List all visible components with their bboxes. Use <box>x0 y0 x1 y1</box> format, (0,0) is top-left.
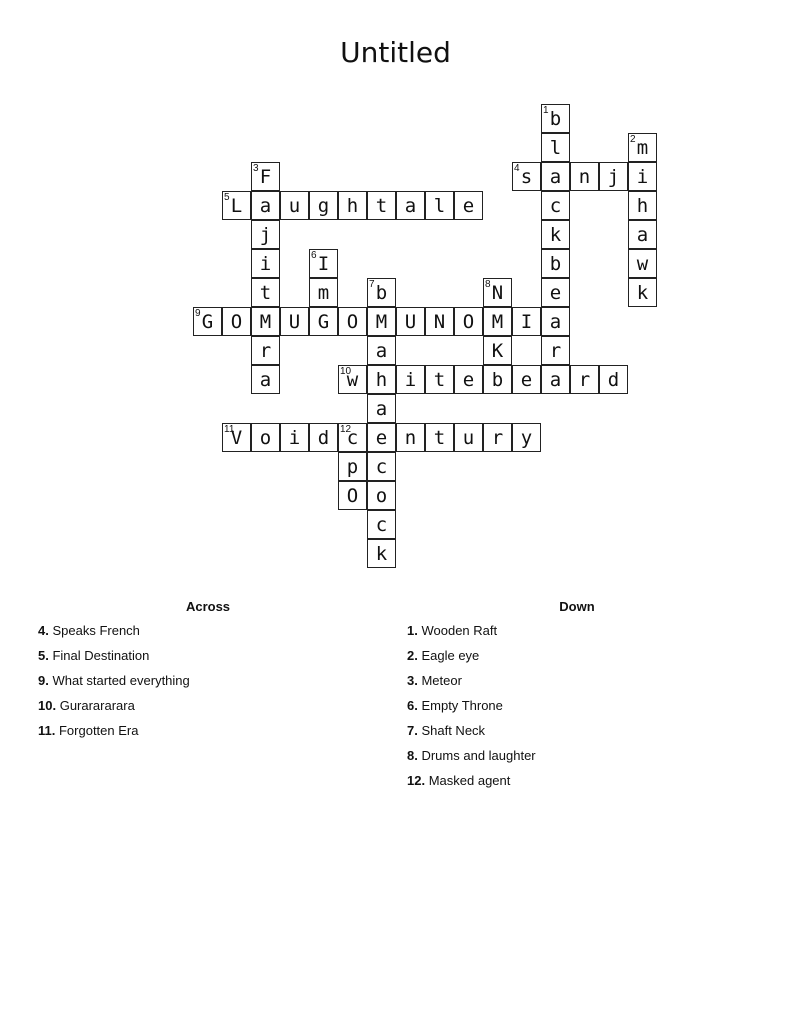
cell-letter: h <box>346 195 359 217</box>
crossword-cell[interactable] <box>541 104 570 133</box>
cell-letter: i <box>404 369 417 391</box>
cell-letter: k <box>549 224 562 246</box>
cell-letter: a <box>549 369 562 391</box>
crossword-cell[interactable] <box>222 191 251 220</box>
cell-letter: n <box>578 166 591 188</box>
clue-text: What started everything <box>52 673 190 688</box>
cell-letter: a <box>259 195 272 217</box>
crossword-cell[interactable] <box>338 452 367 481</box>
crossword-cell[interactable] <box>396 307 425 336</box>
crossword-cell[interactable] <box>251 191 280 220</box>
clue-text: Final Destination <box>52 648 150 663</box>
clue-number: 9. <box>38 673 49 688</box>
page-title: Untitled <box>340 36 451 69</box>
crossword-cell[interactable] <box>425 365 454 394</box>
crossword-cell[interactable] <box>338 481 367 510</box>
crossword-cell[interactable] <box>338 423 367 452</box>
crossword-cell[interactable] <box>425 191 454 220</box>
cell-number: 6 <box>311 250 317 261</box>
crossword-cell[interactable] <box>251 220 280 249</box>
clue-number: 6. <box>407 698 418 713</box>
cell-letter: n <box>404 427 417 449</box>
crossword-cell[interactable] <box>367 423 396 452</box>
cell-letter: y <box>520 427 533 449</box>
cell-number: 9 <box>195 308 201 319</box>
cell-number: 2 <box>630 134 636 145</box>
crossword-cell[interactable] <box>338 365 367 394</box>
crossword-cell[interactable] <box>251 249 280 278</box>
crossword-cell[interactable] <box>425 423 454 452</box>
cell-letter: r <box>491 427 504 449</box>
clue-text: Gurarararara <box>59 698 135 713</box>
crossword-cell[interactable] <box>512 307 541 336</box>
crossword-cell[interactable] <box>367 191 396 220</box>
down-heading: Down <box>559 599 595 614</box>
cell-letter: u <box>462 427 475 449</box>
cell-letter: e <box>520 369 533 391</box>
cell-letter: a <box>375 398 388 420</box>
crossword-cell[interactable] <box>309 307 338 336</box>
crossword-cell[interactable] <box>570 162 599 191</box>
clue-across-4 <box>38 622 378 647</box>
clue-text: Empty Throne <box>421 698 503 713</box>
cell-letter: e <box>462 369 475 391</box>
crossword-cell[interactable] <box>628 220 657 249</box>
crossword-cell[interactable] <box>628 191 657 220</box>
cell-letter: t <box>433 427 446 449</box>
crossword-cell[interactable] <box>251 162 280 191</box>
cell-letter: G <box>317 311 330 333</box>
cell-letter: l <box>549 137 562 159</box>
crossword-cell[interactable] <box>512 423 541 452</box>
crossword-cell[interactable] <box>193 307 222 336</box>
cell-letter: p <box>346 456 359 478</box>
cell-letter: O <box>462 311 475 333</box>
cell-letter: i <box>636 166 649 188</box>
crossword-cell[interactable] <box>309 191 338 220</box>
crossword-cell[interactable] <box>367 278 396 307</box>
clue-number: 11. <box>38 723 56 738</box>
crossword-cell[interactable] <box>512 365 541 394</box>
cell-number: 5 <box>224 192 230 203</box>
cell-letter: j <box>607 166 620 188</box>
clue-number: 4. <box>38 623 49 638</box>
cell-letter: w <box>636 253 649 275</box>
cell-letter: O <box>230 311 243 333</box>
crossword-cell[interactable] <box>541 162 570 191</box>
cell-letter: b <box>375 282 388 304</box>
cell-letter: t <box>259 282 272 304</box>
clue-down-8 <box>407 747 747 772</box>
crossword-cell[interactable] <box>483 365 512 394</box>
cell-letter: t <box>375 195 388 217</box>
crossword-cell[interactable] <box>309 249 338 278</box>
cell-letter: N <box>491 282 504 304</box>
cell-letter: r <box>259 340 272 362</box>
crossword-cell[interactable] <box>628 162 657 191</box>
crossword-cell[interactable] <box>338 307 367 336</box>
cell-letter: k <box>636 282 649 304</box>
cell-number: 8 <box>485 279 491 290</box>
cell-letter: I <box>520 311 533 333</box>
clue-down-6 <box>407 697 747 722</box>
clue-text: Drums and laughter <box>421 748 536 763</box>
cell-number: 12 <box>340 424 352 435</box>
cell-number: 1 <box>543 105 549 116</box>
crossword-cell[interactable] <box>425 307 454 336</box>
crossword-cell[interactable] <box>222 423 251 452</box>
cell-letter: d <box>607 369 620 391</box>
crossword-cell[interactable] <box>309 423 338 452</box>
crossword-cell[interactable] <box>541 191 570 220</box>
crossword-cell[interactable] <box>454 307 483 336</box>
cell-letter: h <box>375 369 388 391</box>
crossword-cell[interactable] <box>541 278 570 307</box>
crossword-cell[interactable] <box>280 307 309 336</box>
clue-text: Forgotten Era <box>58 723 139 738</box>
crossword-cell[interactable] <box>280 191 309 220</box>
crossword-cell[interactable] <box>367 510 396 539</box>
cell-letter: U <box>288 311 301 333</box>
crossword-cell[interactable] <box>367 452 396 481</box>
cell-letter: d <box>317 427 330 449</box>
clue-text: Speaks French <box>52 623 140 638</box>
clue-text: Wooden Raft <box>421 623 498 638</box>
cell-letter: r <box>549 340 562 362</box>
cell-letter: K <box>491 340 504 362</box>
cell-letter: i <box>259 253 272 275</box>
cell-letter: t <box>433 369 446 391</box>
crossword-cell[interactable] <box>251 336 280 365</box>
crossword-cell[interactable] <box>541 365 570 394</box>
cell-letter: i <box>288 427 301 449</box>
cell-letter: k <box>375 543 388 565</box>
cell-letter: m <box>317 282 330 304</box>
clue-down-2 <box>407 647 747 672</box>
clue-text: Masked agent <box>428 773 511 788</box>
cell-letter: u <box>288 195 301 217</box>
crossword-cell[interactable] <box>541 133 570 162</box>
crossword-cell[interactable] <box>570 365 599 394</box>
cell-letter: M <box>375 311 388 333</box>
cell-letter: b <box>549 108 562 130</box>
cell-letter: o <box>259 427 272 449</box>
crossword-cell[interactable] <box>367 365 396 394</box>
clue-number: 7. <box>407 723 418 738</box>
cell-letter: V <box>230 427 243 449</box>
down-clues <box>407 598 747 797</box>
clue-number: 3. <box>407 673 418 688</box>
across-clues <box>38 598 378 747</box>
cell-letter: c <box>375 514 388 536</box>
crossword-cell[interactable] <box>628 278 657 307</box>
cell-letter: b <box>491 369 504 391</box>
cell-letter: G <box>201 311 214 333</box>
clue-down-1 <box>407 622 747 647</box>
cell-letter: h <box>636 195 649 217</box>
clue-text: Shaft Neck <box>421 723 486 738</box>
cell-letter: j <box>259 224 272 246</box>
cell-letter: U <box>404 311 417 333</box>
crossword-cell[interactable] <box>628 133 657 162</box>
crossword-cell[interactable] <box>483 307 512 336</box>
cell-letter: s <box>520 166 533 188</box>
cell-letter: I <box>317 253 330 275</box>
cell-letter: a <box>549 311 562 333</box>
cell-letter: a <box>375 340 388 362</box>
clue-number: 2. <box>407 648 418 663</box>
clue-number: 8. <box>407 748 418 763</box>
cell-number: 10 <box>340 366 352 377</box>
cell-letter: e <box>549 282 562 304</box>
crossword-cell[interactable] <box>541 336 570 365</box>
crossword-cell[interactable] <box>309 278 338 307</box>
clue-down-12 <box>407 772 747 797</box>
crossword-cell[interactable] <box>251 278 280 307</box>
cell-letter: c <box>549 195 562 217</box>
cell-letter: a <box>404 195 417 217</box>
crossword-cell[interactable] <box>483 278 512 307</box>
crossword-cell[interactable] <box>367 539 396 568</box>
clue-across-10 <box>38 697 378 722</box>
crossword-cell[interactable] <box>396 423 425 452</box>
cell-letter: O <box>346 311 359 333</box>
clue-down-7 <box>407 722 747 747</box>
clue-number: 1. <box>407 623 418 638</box>
clue-across-11 <box>38 722 378 747</box>
crossword-cell[interactable] <box>454 365 483 394</box>
crossword-cell[interactable] <box>454 191 483 220</box>
crossword-cell[interactable] <box>599 162 628 191</box>
cell-letter: e <box>375 427 388 449</box>
crossword-cell[interactable] <box>483 423 512 452</box>
clue-down-3 <box>407 672 747 697</box>
cell-letter: L <box>230 195 243 217</box>
clue-number: 5. <box>38 648 49 663</box>
crossword-cell[interactable] <box>222 307 251 336</box>
cell-letter: w <box>346 369 359 391</box>
crossword-cell[interactable] <box>251 365 280 394</box>
clue-text: Eagle eye <box>421 648 480 663</box>
cell-letter: M <box>491 311 504 333</box>
cell-number: 3 <box>253 163 259 174</box>
cell-letter: M <box>259 311 272 333</box>
crossword-cell[interactable] <box>280 423 309 452</box>
cell-letter: F <box>259 166 272 188</box>
cell-letter: N <box>433 311 446 333</box>
clue-across-5 <box>38 647 378 672</box>
crossword-cell[interactable] <box>396 191 425 220</box>
cell-number: 11 <box>224 424 235 435</box>
crossword-cell[interactable] <box>251 307 280 336</box>
crossword-cell[interactable] <box>541 220 570 249</box>
crossword-cell[interactable] <box>541 307 570 336</box>
cell-letter: e <box>462 195 475 217</box>
crossword-cell[interactable] <box>454 423 483 452</box>
crossword-cell[interactable] <box>251 423 280 452</box>
crossword-cell[interactable] <box>599 365 628 394</box>
cell-letter: c <box>346 427 359 449</box>
crossword-cell[interactable] <box>541 249 570 278</box>
cell-letter: m <box>636 137 649 159</box>
crossword-cell[interactable] <box>396 365 425 394</box>
crossword-cell[interactable] <box>367 481 396 510</box>
crossword-cell[interactable] <box>367 307 396 336</box>
clue-text: Meteor <box>421 673 462 688</box>
crossword-cell[interactable] <box>483 336 512 365</box>
cell-letter: r <box>578 369 591 391</box>
crossword-cell[interactable] <box>367 336 396 365</box>
clue-number: 10. <box>38 698 57 713</box>
clue-number: 12. <box>407 773 426 788</box>
cell-letter: o <box>375 485 388 507</box>
cell-letter: a <box>549 166 562 188</box>
cell-letter: g <box>317 195 330 217</box>
cell-letter: O <box>346 485 359 507</box>
cell-letter: l <box>433 195 446 217</box>
crossword-cell[interactable] <box>628 249 657 278</box>
cell-letter: b <box>549 253 562 275</box>
across-heading: Across <box>185 599 231 614</box>
cell-number: 7 <box>369 279 375 290</box>
crossword-cell[interactable] <box>512 162 541 191</box>
cell-letter: a <box>636 224 649 246</box>
cell-letter: c <box>375 456 388 478</box>
clue-across-9 <box>38 672 378 697</box>
cell-letter: a <box>259 369 272 391</box>
crossword-cell[interactable] <box>338 191 367 220</box>
crossword-cell[interactable] <box>367 394 396 423</box>
cell-number: 4 <box>514 163 520 174</box>
